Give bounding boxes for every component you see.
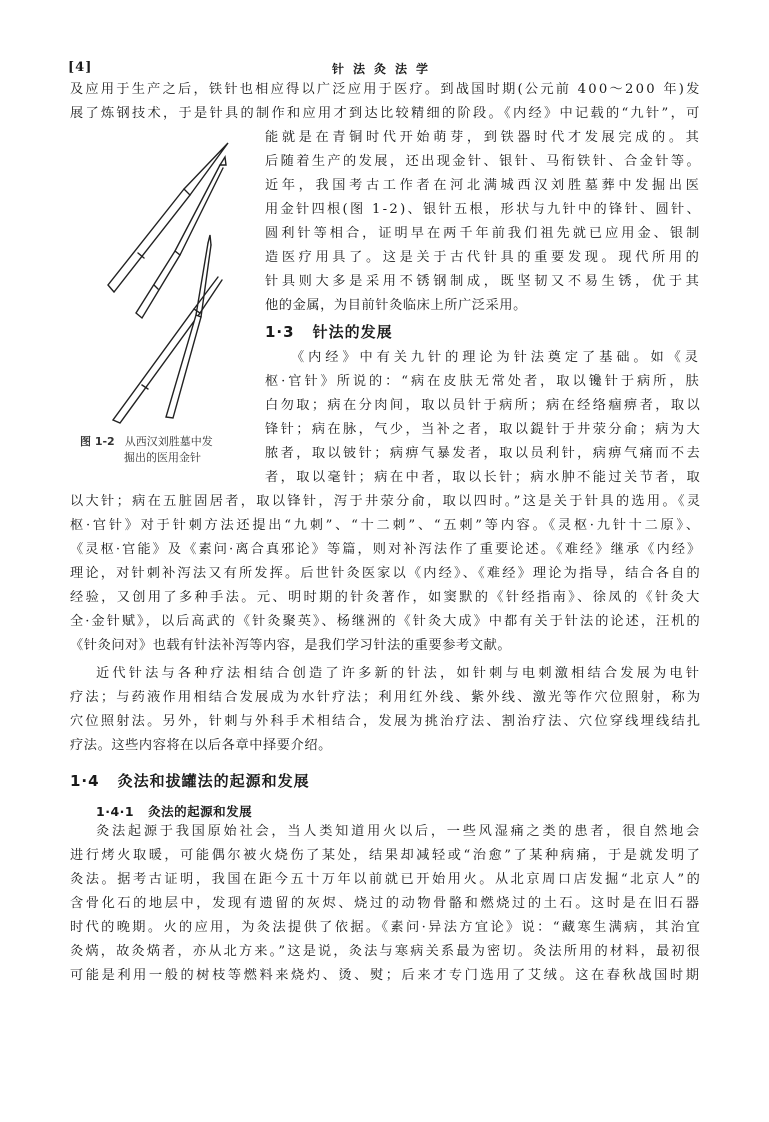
figure-caption-line1: 从西汉刘胜墓中发	[124, 435, 213, 448]
text-line: 造医疗用具了。这是关于古代针具的重要发现。现代所用的	[265, 250, 703, 265]
text-line: 者，取以毫针；病在中者，取以长针；病水肿不能过关节者，取	[265, 470, 703, 485]
text-line: 展了炼钢技术，于是针具的制作和应用才到达比较精细的阶段。《内经》中记载的“九针”，可	[70, 106, 702, 121]
text-line: 可能是利用一般的树枝等燃料来烧灼、烫、熨；后来才专门选用了艾绒。这在春秋战国时期	[70, 968, 702, 983]
section-heading-1-4-1: 1·4·1 灸法的起源和发展	[96, 804, 253, 819]
text-line: 近代针法与各种疗法相结合创造了许多新的针法，如针刺与电刺激相结合发展为电针	[96, 666, 703, 681]
text-line: 灸法起源于我国原始社会，当人类知道用火以后，一些风湿痛之类的患者，很自然地会	[96, 824, 702, 839]
text-line: 圆利针等相合，证明早在两千年前我们祖先就已应用金、银制	[265, 226, 703, 241]
text-line: 后随着生产的发展，还出现金针、银针、马衔铁针、合金针等。	[265, 154, 703, 169]
figure-caption	[80, 434, 213, 466]
running-title: 针法灸法学	[331, 62, 437, 76]
text-line: 近年，我国考古工作者在河北满城西汉刘胜墓葬中发掘出医	[265, 178, 703, 193]
text-line: 枢·官针》所说的：“病在皮肤无常处者，取以镵针于病所，肤	[265, 374, 702, 389]
section-heading-1-4: 1·4 灸法和拔罐法的起源和发展	[70, 772, 310, 790]
text-line: 锋针；病在脉，气少，当补之者，取以鍉针于井荥分俞；病为大	[265, 422, 703, 437]
text-line: 进行烤火取暖，可能偶尔被火烧伤了某处，结果却减轻或“治愈”了某种病痛，于是就发明了	[70, 848, 703, 863]
text-line: 及应用于生产之后，铁针也相应得以广泛应用于医疗。到战国时期(公元前 400～200 年)发	[70, 82, 702, 97]
section-heading-1-3: 1·3 针法的发展	[265, 323, 393, 341]
text-line: 穴位照射法。另外，针刺与外科手术相结合，发展为挑治疗法、割治疗法、穴位穿线埋线结扎	[70, 714, 703, 729]
text-line: 用金针四根(图 1-2)、银针五根，形状与九针中的锋针、圆针、	[265, 202, 703, 217]
text-line: 《灵枢·官能》及《素问·离合真邪论》等篇，则对补泻法作了重要论述。《难经》继承《内经》	[70, 542, 703, 557]
text-line: 枢·官针》对于针刺方法还提出“九刺”、“十二刺”、“五刺”等内容。《灵枢·九针十二原》、	[70, 518, 702, 533]
text-line: 理论，对针刺补泻法又有所发挥。后世针灸医家以《内经》、《难经》理论为指导，结合各自的	[70, 566, 702, 581]
text-line: 灸焫，故灸焫者，亦从北方来。”这是说，灸法与寒病关系最为密切。灸法所用的材料，最初很	[70, 944, 703, 959]
page-number: [4]	[68, 60, 93, 75]
text-line: 白勿取；病在分肉间，取以员针于病所；病在经络痼痹者，取以	[265, 398, 703, 413]
text-line: 经验，又创用了多种手法。元、明时期的针灸著作，如窦默的《针经指南》、徐凤的《针灸大	[70, 590, 702, 605]
text-line: 针具则大多是采用不锈钢制成，既坚韧又不易生锈，优于其	[265, 274, 703, 289]
needles-icon	[80, 135, 260, 425]
text-line: 以大针；病在五脏固居者，取以锋针，泻于井荥分俞，取以四时。”这是关于针具的选用。《灵	[70, 494, 703, 509]
acupuncture-needles-figure	[80, 135, 260, 425]
text-line: 《针灸问对》也载有针法补泻等内容，是我们学习针法的重要参考文献。	[70, 638, 512, 653]
text-line: 灸法。据考古证明，我国在距今五十万年以前就已开始用火。从北京周口店发掘“北京人”的	[70, 872, 703, 887]
text-line: 时代的晚期。火的应用，为灸法提供了依据。《素问·异法方宜论》说：“藏寒生满病，其治宜	[70, 920, 703, 935]
text-line: 能就是在青铜时代开始萌芽，到铁器时代才发展完成的。其	[265, 130, 703, 145]
figure-caption-line2: 掘出的医用金针	[124, 451, 201, 464]
text-line: 含骨化石的地层中，发现有遗留的灰烬、烧过的动物骨骼和燃烧过的土石。这时是在旧石器	[70, 896, 702, 911]
text-line: 疗法；与药液作用相结合发展成为水针疗法；利用红外线、紫外线、激光等作穴位照射，称为	[70, 690, 703, 705]
text-line: 全·金针赋》，以后高武的《针灸聚英》、杨继洲的《针灸大成》中都有关于针法的论述，汪机的	[70, 614, 702, 629]
text-line: 疗法。这些内容将在以后各章中择要介绍。	[70, 738, 332, 753]
text-line: 他的金属，为目前针灸临床上所广泛采用。	[265, 298, 527, 313]
text-line: 脓者，取以铍针；病痹气暴发者，取以员利针，病痹气痛而不去	[265, 446, 703, 461]
text-line: 《内经》中有关九针的理论为针法奠定了基础。如《灵	[291, 350, 702, 365]
figure-label: 图 1-2	[80, 435, 115, 448]
